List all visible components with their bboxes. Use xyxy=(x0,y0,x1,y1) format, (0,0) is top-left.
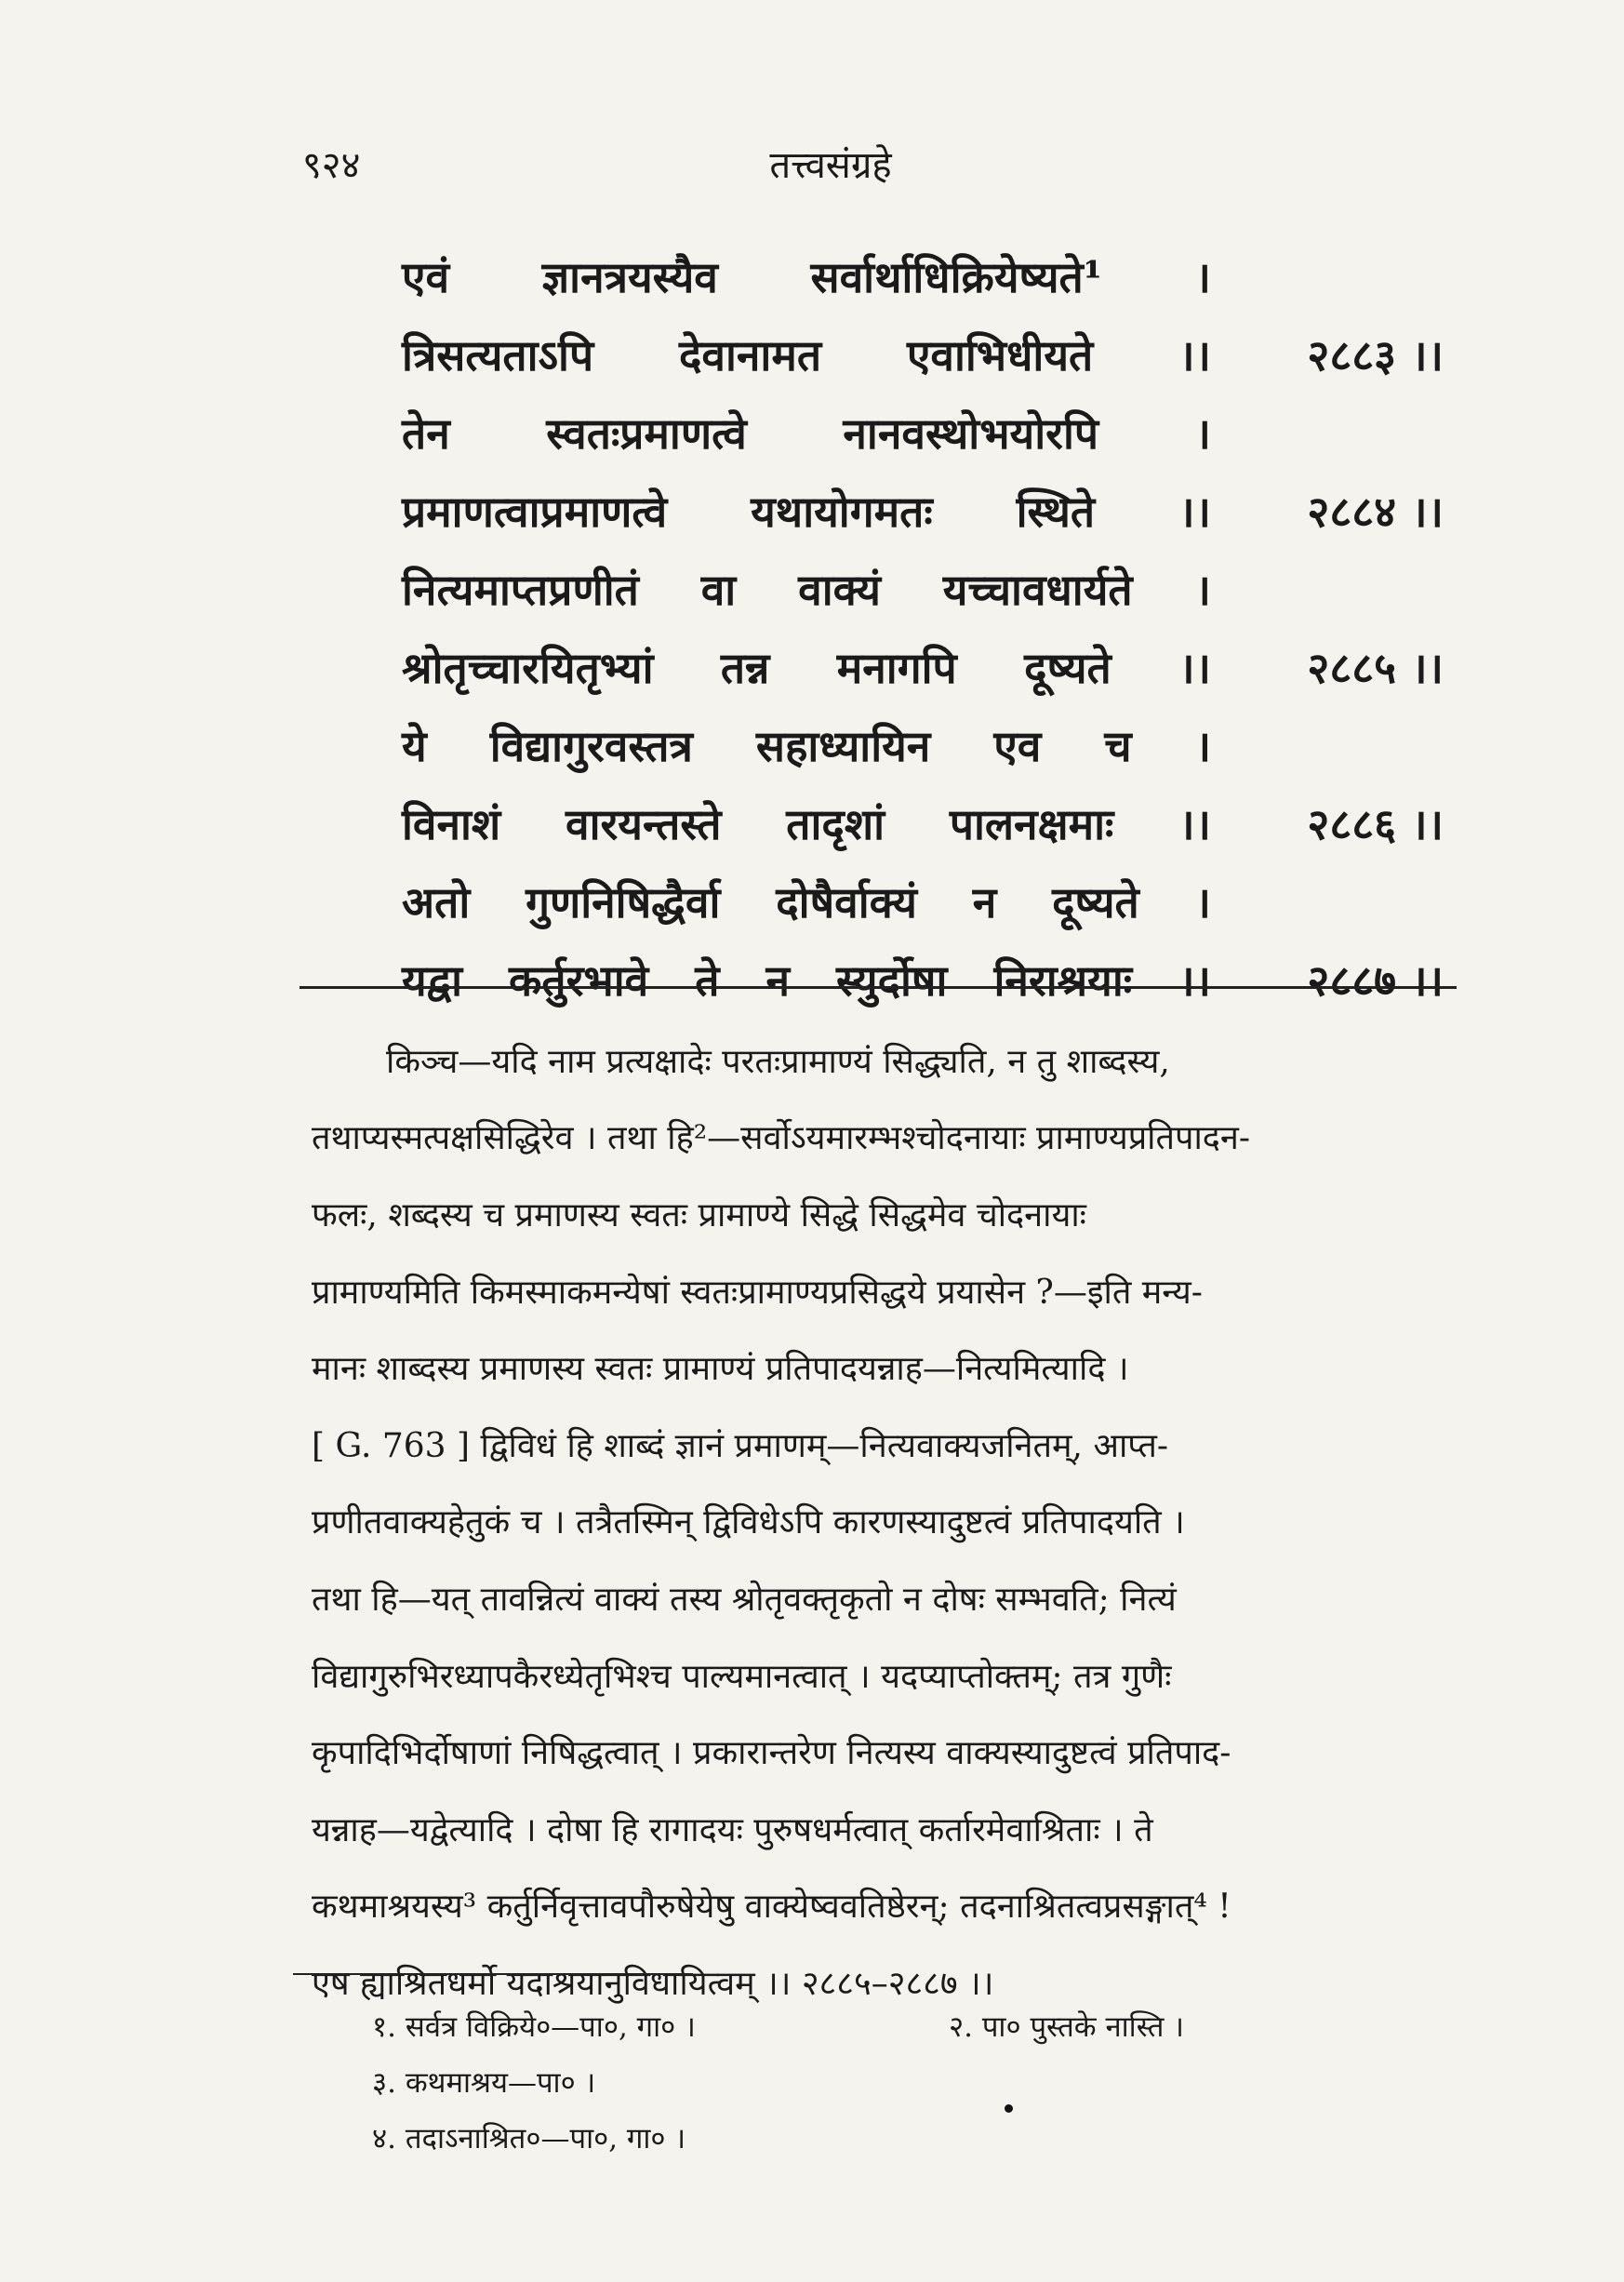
verse-text xyxy=(402,326,1230,383)
verse-number: २८८५ ।। xyxy=(1307,643,1444,693)
verse-word: कर्तुरभावे xyxy=(509,955,649,1006)
verse-word: । xyxy=(1194,408,1211,459)
page-number: ९२४ xyxy=(302,144,361,187)
commentary-line xyxy=(312,1636,1456,1714)
commentary-block xyxy=(312,1021,1456,2021)
verse-word: ज्ञानत्रयस्यैव xyxy=(541,252,718,302)
verse-number: २८८७ ।। xyxy=(1307,955,1444,1006)
commentary-text: प्रणीतवाक्यहेतुकं च । तत्रैतस्मिन् द्विविधेऽपि कारणस्यादुष्टत्वं प्रतिपादयति । xyxy=(312,1503,1185,1542)
verse-word: मनागपि xyxy=(836,643,957,693)
verse-word: निराश्रयाः xyxy=(993,955,1133,1006)
verse-word: सर्वार्थाधिक्रियेष्यते¹ xyxy=(810,252,1102,302)
verse-block xyxy=(402,237,1444,1019)
verse-word: दूष्यते xyxy=(1024,643,1112,693)
verse-word: । xyxy=(1194,565,1211,615)
footnote: २. पा० पुस्तके नास्ति । xyxy=(949,2010,1185,2044)
footnote-row xyxy=(372,2110,1395,2166)
verse-line xyxy=(402,628,1444,706)
verse-number: २८८६ ।। xyxy=(1307,799,1444,849)
running-head: तत्त्वसंग्रहे xyxy=(769,144,892,187)
verse-line xyxy=(402,784,1444,862)
verse-word: ।। xyxy=(1178,643,1211,693)
commentary-line xyxy=(312,1867,1456,1944)
verse-divider xyxy=(300,986,1457,989)
verse-word: तादृशां xyxy=(786,799,885,849)
verse-word: तन्न xyxy=(720,643,770,693)
verse-line xyxy=(402,472,1444,550)
verse-word: यच्चावधार्यते xyxy=(942,565,1133,615)
verse-word: च xyxy=(1104,721,1132,771)
verse-text xyxy=(402,951,1230,1008)
commentary-line xyxy=(312,1713,1456,1790)
verse-word: देवानामत xyxy=(678,330,822,380)
verse-text xyxy=(402,482,1230,540)
verse-word: ते xyxy=(695,955,720,1006)
verse-word: स्वतःप्रमाणत्वे xyxy=(546,408,747,459)
verse-word: त्रिसत्यताऽपि xyxy=(402,330,594,380)
verse-text xyxy=(402,247,1230,305)
commentary-line xyxy=(312,1328,1456,1406)
ink-speck xyxy=(1005,2104,1013,2113)
verse-text xyxy=(402,873,1230,930)
verse-word: न xyxy=(765,955,791,1006)
verse-line xyxy=(402,941,1444,1019)
verse-word: सहाध्यायिन xyxy=(755,721,931,771)
verse-text xyxy=(402,716,1230,774)
verse-word: नानवस्थोभयोरपि xyxy=(843,408,1099,459)
commentary-text: यन्नाह—यद्वेत्यादि । दोषा हि रागादयः पुरुषधर्मत्वात् कर्तारमेवाश्रिताः । ते xyxy=(312,1810,1153,1849)
commentary-line xyxy=(312,1099,1456,1176)
verse-word: ।। xyxy=(1178,955,1211,1006)
verse-line xyxy=(402,862,1444,941)
verse-word: वा xyxy=(700,565,737,615)
verse-word: गुणनिषिद्धैर्वा xyxy=(526,877,721,927)
verse-word: ।। xyxy=(1178,487,1211,537)
footnote-row xyxy=(372,1998,1395,2054)
commentary-line xyxy=(312,1790,1456,1867)
verse-word: ।। xyxy=(1178,799,1211,849)
verse-word: एव xyxy=(993,721,1042,771)
verse-word: । xyxy=(1194,252,1211,302)
verse-word: विद्यागुरवस्तत्र xyxy=(489,721,693,771)
commentary-text: एष ह्याश्रितधर्मो यदाश्रयानुविधायित्वम् ।। २८८५–२८८७ ।। xyxy=(312,1964,994,2003)
commentary-text: प्रामाण्यमिति किमस्माकमन्येषां स्वतःप्रामाण्यप्रसिद्धये प्रयासेन ?—इति मन्य- xyxy=(312,1273,1203,1312)
verse-word: । xyxy=(1194,877,1211,927)
footnote: ३. कथमाश्रय—पा० । xyxy=(372,2066,596,2100)
commentary-text: [ G. 763 ] द्विविधं हि शाब्दं ज्ञानं प्रमाणम्—नित्यवाक्यजनितम्, आप्त- xyxy=(312,1426,1169,1465)
verse-word: ये xyxy=(402,721,427,771)
verse-word: अतो xyxy=(402,877,471,927)
verse-word: न xyxy=(972,877,997,927)
verse-word: नित्यमाप्तप्रणीतं xyxy=(402,565,639,615)
verse-word: स्युर्दोषा xyxy=(836,955,948,1006)
verse-word: एवं xyxy=(402,252,450,302)
verse-word: पालनक्षमाः xyxy=(949,799,1114,849)
commentary-line xyxy=(312,1483,1456,1560)
verse-word: तेन xyxy=(402,408,450,459)
verse-word: ।। xyxy=(1178,330,1211,380)
verse-word: । xyxy=(1194,721,1211,771)
verse-text xyxy=(402,560,1230,618)
footnote-row xyxy=(372,2054,1395,2110)
verse-word: स्थिते xyxy=(1016,487,1096,537)
verse-word: एवाभिधीयते xyxy=(906,330,1094,380)
verse-word: यद्वा xyxy=(402,955,463,1006)
commentary-text: फलः, शब्दस्य च प्रमाणस्य स्वतः प्रामाण्ये सिद्धे सिद्धमेव चोदनायाः xyxy=(312,1195,1086,1234)
commentary-text: तथा हि—यत् तावन्नित्यं वाक्यं तस्य श्रोतृवक्तृकृतो न दोषः सम्भवति; नित्यं xyxy=(312,1580,1177,1619)
verse-text xyxy=(402,404,1230,461)
verse-word: वारयन्तस्ते xyxy=(566,799,722,849)
verse-line xyxy=(402,394,1444,472)
commentary-line xyxy=(312,1406,1456,1483)
commentary-text: मानः शाब्दस्य प्रमाणस्य स्वतः प्रामाण्यं प्रतिपादयन्नाह—नित्यमित्यादि । xyxy=(312,1350,1129,1389)
footnote: ४. तदाऽनाश्रित०—पा०, गा० । xyxy=(372,2122,686,2155)
footnote: १. सर्वत्र विक्रिये०—पा०, गा० । xyxy=(372,2010,696,2044)
commentary-text: तथाप्यस्मत्पक्षसिद्धिरेव । तथा हि²—सर्वोऽयमारम्भश्चोदनायाः प्रामाण्यप्रतिपादन- xyxy=(312,1119,1251,1158)
commentary-line xyxy=(312,1252,1456,1329)
footnotes-block xyxy=(372,1998,1395,2166)
commentary-text: किञ्च—यदि नाम प्रत्यक्षादेः परतःप्रामाण्यं सिद्ध्यति, न तु शाब्दस्य, xyxy=(386,1042,1170,1081)
commentary-text: विद्यागुरुभिरध्यापकैरध्येतृभिश्च पाल्यमानत्वात् । यदप्याप्तोक्तम्; तत्र गुणैः xyxy=(312,1657,1172,1696)
verse-word: प्रमाणत्वाप्रमाणत्वे xyxy=(402,487,668,537)
verse-word: यथायोगमतः xyxy=(751,487,933,537)
commentary-line xyxy=(312,1175,1456,1252)
verse-text xyxy=(402,638,1230,696)
commentary-text: कृपादिभिर्दोषाणां निषिद्धत्वात् । प्रकारान्तरेण नित्यस्य वाक्यस्यादुष्टत्वं प्रतिपाद- xyxy=(312,1734,1231,1773)
commentary-text: कथमाश्रयस्य³ कर्तुर्निवृत्तावपौरुषेयेषु वाक्येष्ववतिष्ठेरन्; तदनाश्रितत्वप्रसङ्गात्⁴ ! xyxy=(312,1888,1231,1927)
verse-word: श्रोतृच्चारयितृभ्यां xyxy=(402,643,654,693)
verse-line xyxy=(402,237,1444,315)
verse-line xyxy=(402,315,1444,394)
verse-number: २८८४ ।। xyxy=(1307,487,1444,537)
footnote-divider xyxy=(293,1973,693,1975)
verse-number: २८८३ ।। xyxy=(1307,330,1444,380)
verse-line xyxy=(402,706,1444,784)
commentary-line xyxy=(312,1559,1456,1636)
verse-word: वाक्यं xyxy=(798,565,881,615)
verse-word: दूष्यते xyxy=(1052,877,1139,927)
commentary-line xyxy=(312,1021,1456,1099)
verse-word: विनाशं xyxy=(402,799,501,849)
verse-line xyxy=(402,550,1444,628)
verse-text xyxy=(402,794,1230,852)
verse-word: दोषैर्वाक्यं xyxy=(776,877,917,927)
